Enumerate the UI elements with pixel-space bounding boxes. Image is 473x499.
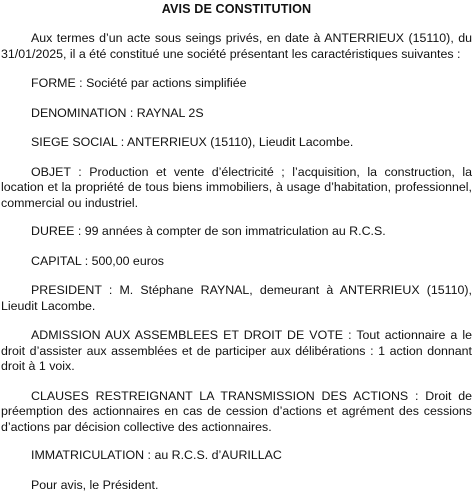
clauses-paragraph: CLAUSES RESTREIGNANT LA TRANSMISSION DES ACTIONS : Droit de préemption des actionnaires en cas de cession d’actions et agrément des cessions d’actions par décision collective des actionnaires. bbox=[1, 388, 472, 434]
siege-social-paragraph: SIEGE SOCIAL : ANTERRIEUX (15110), Lieudit Lacombe. bbox=[31, 135, 354, 149]
duree-paragraph: DUREE : 99 années à compter de son immatriculation au R.C.S. bbox=[31, 224, 386, 238]
objet-paragraph: OBJET : Production et vente d’électricité ; l’acquisition, la construction, la location et la propriété de tous biens immobiliers, à usage d’habitation, professionnel, commercial ou industriel. bbox=[1, 164, 472, 210]
president-paragraph: PRESIDENT : M. Stéphane RAYNAL, demeurant à ANTERRIEUX (15110), Lieudit Lacombe. bbox=[1, 283, 472, 313]
forme-paragraph: FORME : Société par actions simplifiée bbox=[31, 76, 247, 90]
admission-paragraph: ADMISSION AUX ASSEMBLEES ET DROIT DE VOTE : Tout actionnaire a le droit d’assister aux assemblées et de participer aux délibérations : 1 action donnant droit à 1 voix. bbox=[1, 328, 472, 373]
capital-paragraph: CAPITAL : 500,00 euros bbox=[31, 253, 164, 268]
intro-paragraph: Aux termes d’un acte sous seings privés, en date à ANTERRIEUX (15110), du 31/01/2025, il a été constitué une société présentant les caractéristiques suivantes : bbox=[1, 31, 472, 61]
denomination-paragraph: DENOMINATION : RAYNAL 2S bbox=[31, 105, 204, 120]
notice-title: AVIS DE CONSTITUTION bbox=[161, 2, 312, 16]
signature-paragraph: Pour avis, le Président. bbox=[31, 477, 159, 492]
immatriculation-paragraph: IMMATRICULATION : au R.C.S. d’AURILLAC bbox=[31, 448, 282, 462]
